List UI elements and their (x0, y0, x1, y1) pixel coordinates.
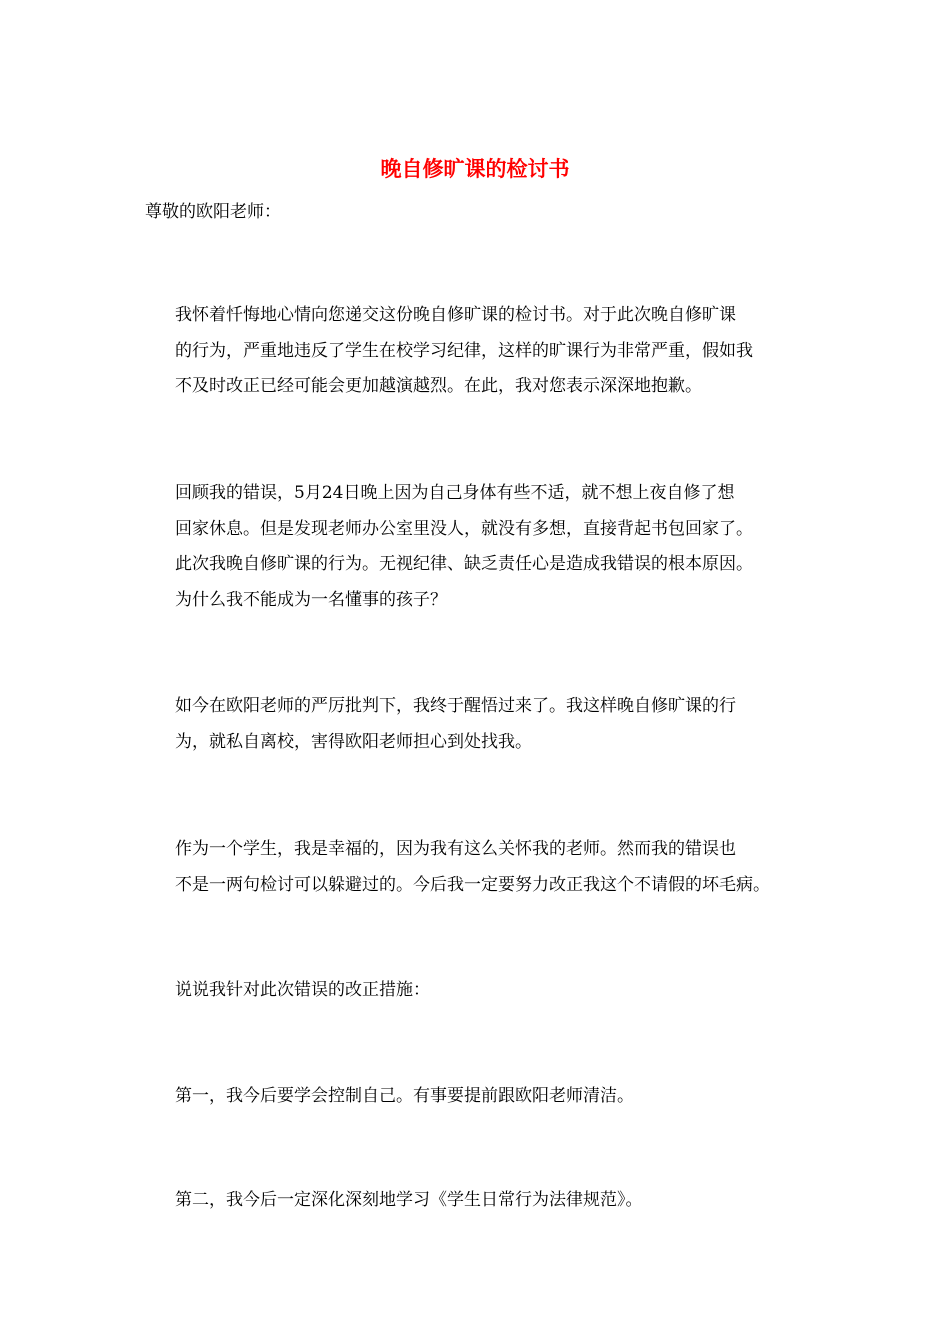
paragraph-line: 我怀着忏悔地心情向您递交这份晚自修旷课的检讨书。对于此次晚自修旷课 (175, 305, 736, 325)
paragraph-line: 为，就私自离校，害得欧阳老师担心到处找我。 (175, 731, 532, 752)
paragraph-line: 如今在欧阳老师的严厉批判下，我终于醒悟过来了。我这样晚自修旷课的行 (175, 696, 736, 716)
paragraph-line: 作为一个学生，我是幸福的，因为我有这么关怀我的老师。然而我的错误也 (175, 839, 736, 859)
paragraph-review (145, 476, 810, 618)
paragraph-line: 第一，我今后要学会控制自己。有事要提前跟欧阳老师清洁。 (175, 1086, 634, 1106)
paragraph-line: 不及时改正已经可能会更加越演越烈。在此，我对您表示深深地抱歉。 (175, 376, 702, 396)
paragraph-realization (145, 689, 810, 760)
paragraph-student (145, 832, 810, 903)
paragraph-measures-intro (145, 973, 810, 1009)
paragraph-line: 说说我针对此次错误的改正措施： (175, 980, 430, 1000)
document-title: 晚自修旷课的检讨书 (380, 156, 570, 181)
paragraph-line: 回家休息。但是发现老师办公室里没人，就没有多想，直接背起书包回家了。 (175, 518, 753, 539)
paragraph-line: 为什么我不能成为一名懂事的孩子？ (175, 589, 447, 610)
paragraph-line: 不是一两句检讨可以躲避过的。今后我一定要努力改正我这个不请假的坏毛病。 (175, 874, 770, 895)
paragraph-line: 回顾我的错误，5月24日晚上因为自己身体有些不适，就不想上夜自修了想 (175, 483, 735, 503)
greeting-line: 尊敬的欧阳老师： (145, 202, 281, 222)
paragraph-measure-one (145, 1079, 810, 1115)
paragraph-line: 此次我晚自修旷课的行为。无视纪律、缺乏责任心是造成我错误的根本原因。 (175, 554, 753, 574)
paragraph-measure-two (145, 1183, 810, 1219)
paragraph-apology (145, 298, 810, 405)
paragraph-line: 第二，我今后一定深化深刻地学习《学生日常行为法律规范》。 (175, 1190, 643, 1210)
paragraph-line: 的行为，严重地违反了学生在校学习纪律，这样的旷课行为非常严重，假如我 (175, 340, 753, 361)
